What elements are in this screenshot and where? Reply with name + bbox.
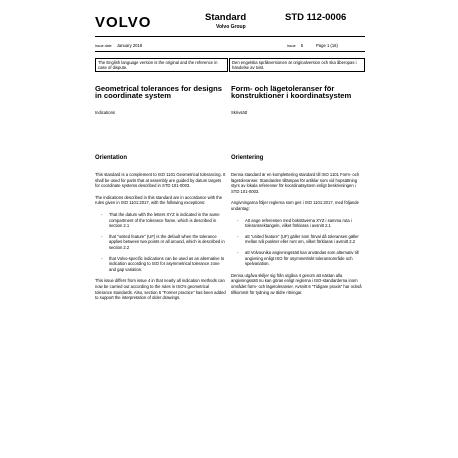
page-number: Page 1 (16): [316, 43, 338, 48]
exceptions-list: [95, 212, 227, 272]
list-item: - that Volvo-specific indications can be used as an alternative to indication according to ISO for asymmetrical tolerance zone and gap variation.: [95, 256, 227, 273]
paragraph: The indications described in this standard are in accordance with the rules given in ISO 1101:2017, with the following exceptions:: [95, 194, 223, 206]
heading-orientation: Orientation: [95, 155, 128, 161]
issue-value: 5: [300, 43, 304, 48]
column-swedish: [231, 172, 363, 301]
list-item: - That the datum with the letters XYZ is indicated in the same compartment of the tolerance frame, which is described in section 2.1: [95, 212, 227, 229]
list-item: - att "united feature" (UF) gäller som förval då toleransen gäller mellan två punkter eller runt om, vilket förklaras i avsnitt 2.2: [231, 234, 363, 245]
meta-divider: [95, 51, 365, 52]
language-notice-sv: Den engelska språkversionen är originalversion och ska åberopas i händelse av tvist.: [229, 58, 365, 72]
paragraph: Denna utgåva skiljer sig från utgåva 4 genom att nästan alla angivningssätt nu kan göras enligt reglerna i ISO-standarderna inom området form- och lägetoleranser. Avsnitt 6 "Tidigare praxis" har också tillkommit för tydning av äldre ritningar.: [231, 272, 362, 295]
standard-subtitle: Volvo Group: [216, 24, 246, 30]
issue-label: Issue: [287, 44, 296, 48]
paragraph: Angivningarna följer reglerna som ges i ISO 1101:2017, med följande undantag:: [231, 200, 359, 211]
volvo-logo: VOLVO: [95, 14, 152, 31]
issue-date: [95, 43, 142, 48]
paragraph: Denna standard är en komplettering standard till ISO 1101 Form- och lägetoleranser. Standarden tillämpas för artiklar som vid hopsättning styrs av lokala referenser för koordinatsystem enligt beskrivningen i STD 101-0003.: [231, 172, 360, 194]
list-item: - Att ange referensen med bokstäverna XYZ i samma ruta i toleransrektangeln, vilket förklaras i avsnitt 2.1: [231, 218, 363, 229]
standard-title: Standard: [205, 12, 247, 23]
title-sv: Form- och lägetoleranser för konstruktioner i koordinatsystem: [231, 84, 352, 101]
standard-number: STD 112-0006: [285, 12, 347, 23]
title-en: Geometrical tolerances for designs in coordinate system: [95, 84, 223, 101]
issue-number: [287, 43, 303, 48]
language-notice-en: The English language version is the original and the reference in case of dispute.: [95, 58, 228, 72]
paragraph: This issue differs from issue 4 in that nearly all indication methods can now be carried out according to the rules in ISO's geometrical tolerance standards. Also, section 6 "Former practice" has been added to support the interpretation of older drawings.: [95, 278, 226, 301]
header-divider: [95, 36, 365, 37]
paragraph: This standard is a complement to ISO 1101 Geometrical tolerancing. It shall be used for parts that at assembly are guided by datum targets for coordinate systems described in STD 101-0003.: [95, 172, 226, 189]
subtitle-en: Indications: [95, 110, 116, 115]
exceptions-list: [231, 218, 363, 267]
list-item: - att Volvounika angivningssätt kan användas som alternativ till angivning enligt ISO för osymmetriskt toleransområde och spelvariation.: [231, 250, 363, 267]
list-item: - that "united feature" (UF) is the default when the tolerance applies between two points or all around, which is described in section 2.2: [95, 234, 227, 251]
column-english: [95, 172, 227, 307]
heading-orientering: Orientering: [231, 155, 264, 161]
subtitle-sv: Skrivsätt: [231, 110, 248, 115]
issue-date-label: Issue date: [95, 44, 112, 48]
issue-date-value: January 2018: [116, 43, 143, 48]
